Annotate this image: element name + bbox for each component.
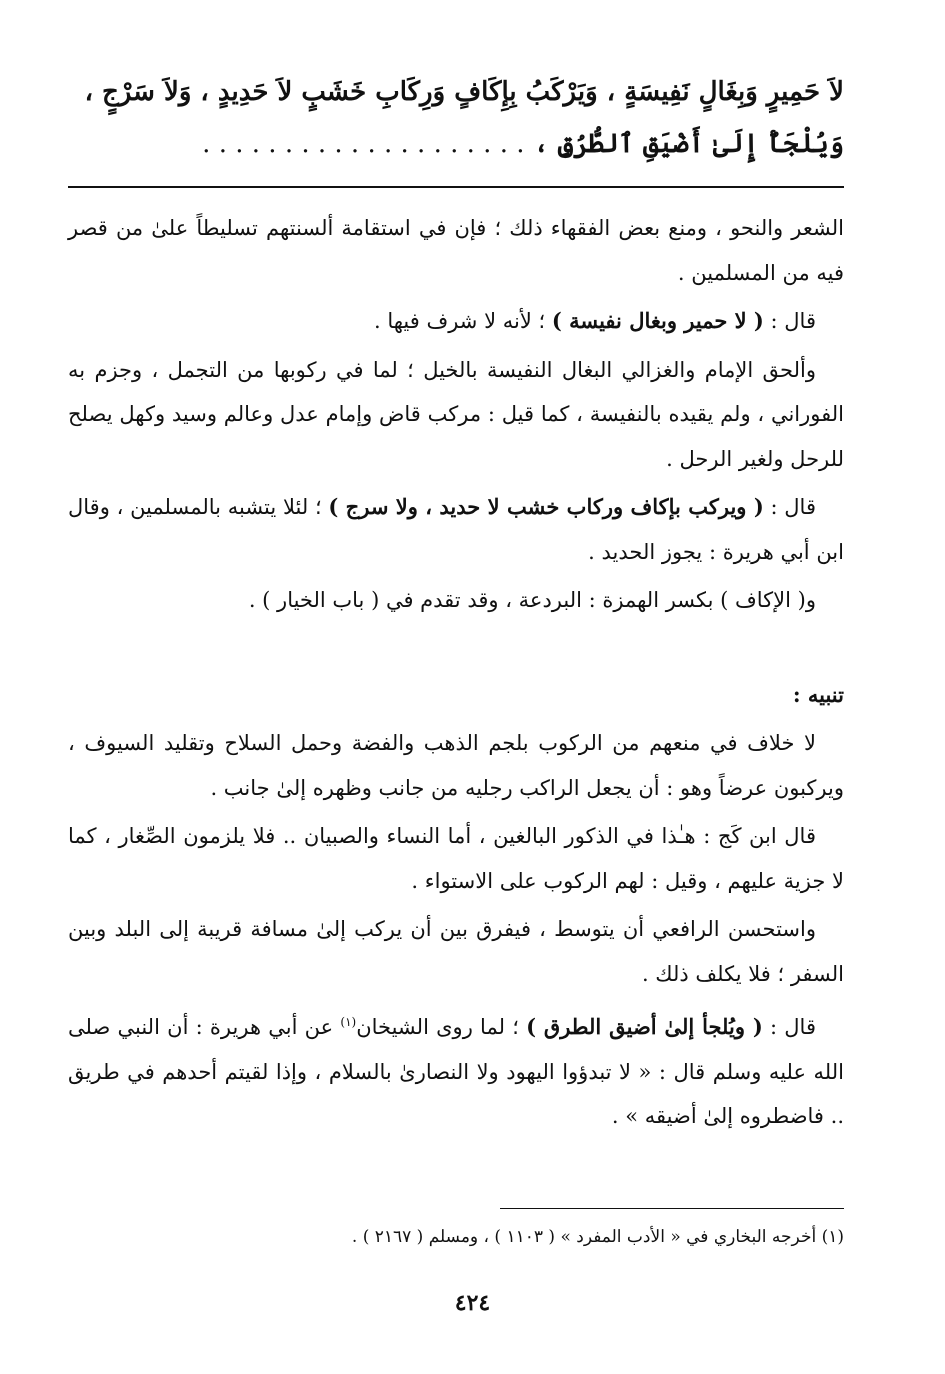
page-number: ٤٢٤ bbox=[454, 1290, 491, 1316]
paragraph-3: وألحق الإمام والغزالي البغال النفيسة بالخيل ؛ لما في ركوبها من التجمل ، وجزم به الفوراني ، ولم يقيده بالنفيسة ، كما قيل : مركب قاض وإمام عدل وعالم وسيد وكهل يصلح للرحل ولغير الرحل . bbox=[68, 357, 844, 471]
footnote-text: أخرجه البخاري في « الأدب المفرد » ( ١١٠٣ ) ، ومسلم ( ٢١٦٧ ) . bbox=[351, 1227, 817, 1247]
footnote-divider bbox=[500, 1208, 844, 1209]
commentary bbox=[68, 206, 844, 1143]
paragraph-5: و( الإكاف ) بكسر الهمزة : البردعة ، وقد تقدم في ( باب الخيار ) . bbox=[248, 588, 816, 612]
p9-rest: عن أبي هريرة : أن النبي صلى الله عليه وسلم قال : « لا تبدؤوا اليهود ولا النصارىٰ بالسلام ، وإذا لقيتم أحدهم في طريق .. فاضطروه إلىٰ أضيقه » . bbox=[68, 1015, 844, 1128]
paragraph-6: لا خلاف في منعهم من الركوب بلجم الذهب والفضة وحمل السلاح وتقليد السيوف ، ويركبون عرضاً وهو : أن يجعل الراكب رجليه من جانب وظهره إلىٰ جانب . bbox=[68, 731, 844, 800]
top-divider bbox=[68, 186, 844, 188]
matn-line-2 bbox=[68, 118, 844, 170]
p2-prefix: قال : bbox=[763, 309, 816, 333]
paragraph-9 bbox=[68, 1000, 844, 1139]
footnote bbox=[68, 1222, 844, 1252]
paragraph-8: واستحسن الرافعي أن يتوسط ، فيفرق بين أن يركب إلىٰ مسافة قريبة إلى البلد وبين السفر ؛ فلا يكلف ذلك . bbox=[68, 917, 844, 986]
p4-quote: ( ويركب بإكاف وركاب خشب لا حديد ، ولا سرج ) bbox=[328, 494, 764, 519]
p2-rest: ؛ لأنه لا شرف فيها . bbox=[373, 309, 552, 333]
footnote-number: (١) bbox=[821, 1227, 844, 1247]
matn-line-1: لاَ حَمِيرٍ وَبِغَالٍ نَفِيسَةٍ ، وَيَرْكَبُ بِإِكَافٍ وَرِكَابِ خَشَبٍ لاَ حَدِيدٍ ، وَلاَ سَرْجٍ ، bbox=[84, 77, 844, 107]
paragraph-7: قال ابن كَج : هـٰذا في الذكور البالغين ، أما النساء والصبيان .. فلا يلزمون الصِّغار ، كما لا جزية عليهم ، وقيل : لهم الركوب على الاستواء . bbox=[68, 824, 844, 893]
paragraph-1: الشعر والنحو ، ومنع بعض الفقهاء ذلك ؛ فإن في استقامة ألسنتهم تسليطاً علىٰ من قصر فيه من المسلمين . bbox=[68, 216, 844, 285]
p2-quote: ( لا حمير وبغال نفيسة ) bbox=[551, 308, 764, 333]
p4-prefix: قال : bbox=[763, 495, 816, 519]
matn-dots: . . . . . . . . . . . . . . . . . . . . bbox=[202, 129, 525, 159]
paragraph-4 bbox=[68, 485, 844, 574]
p9-prefix: قال : bbox=[762, 1015, 816, 1039]
section-heading: تنبيه : bbox=[792, 681, 844, 707]
matn-text bbox=[68, 66, 844, 170]
footnote-ref[interactable]: (١) bbox=[340, 1015, 357, 1029]
paragraph-2 bbox=[68, 299, 844, 344]
matn-line-2-text: وَيُلْجَأُ إِلَىٰ أَضْيَقِ ٱلطُّرُقِ ، bbox=[533, 129, 844, 159]
p9-quote: ( ويُلجأ إلىٰ أضيق الطرق ) bbox=[526, 1014, 763, 1039]
p4-rest: ؛ لئلا يتشبه بالمسلمين ، وقال ابن أبي هريرة : يجوز الحديد . bbox=[68, 495, 844, 564]
p9-mid: ؛ لما روى الشيخان bbox=[356, 1015, 527, 1039]
